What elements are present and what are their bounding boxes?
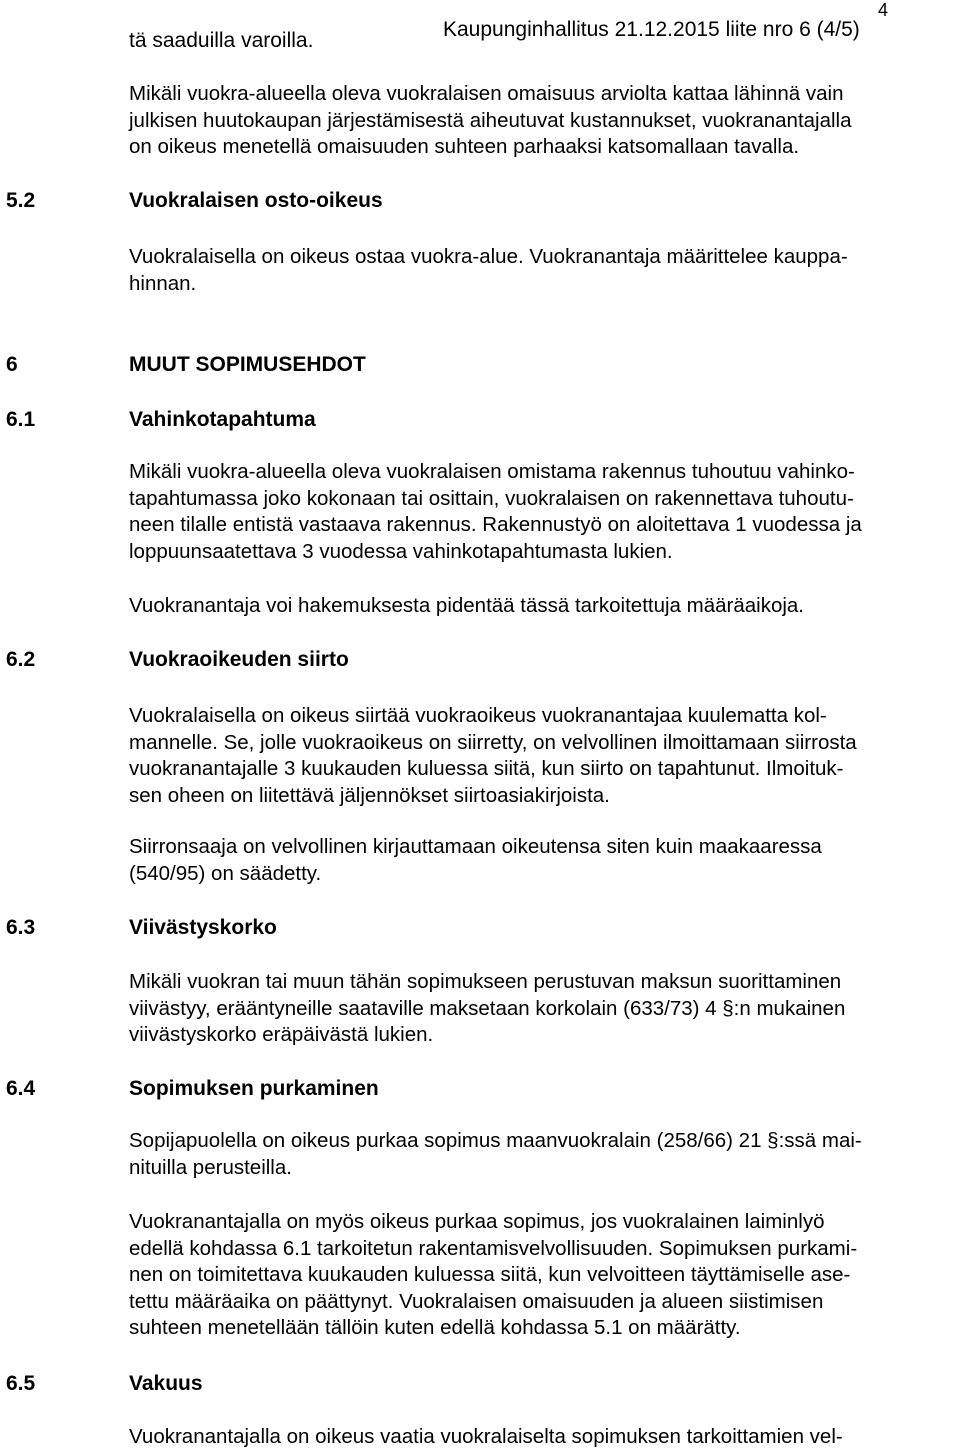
paragraph-line: viivästyy, erääntyneille saataville maksetaan korkolain (633/73) 4 §:n mukainen	[129, 996, 846, 1020]
section-title-6-3: Viivästyskorko	[129, 916, 277, 939]
section-6-3-paragraph	[129, 969, 959, 1049]
section-title-6-4: Sopimuksen purkaminen	[129, 1077, 379, 1100]
section-number-6-2: 6.2	[6, 648, 36, 671]
paragraph-line: Siirronsaaja on velvollinen kirjauttamaan oikeutensa siten kuin maakaaressa	[129, 835, 822, 858]
section-number-6-3: 6.3	[6, 916, 36, 939]
intro-paragraph	[129, 81, 959, 161]
paragraph-line: nen on toimitettava kuukauden kuluessa siitä, kun velvoitteen täyttämiselle ase-	[129, 1263, 851, 1286]
paragraph-line: Sopijapuolella on oikeus purkaa sopimus maanvuokralain (258/66) 21 §:ssä mai-	[129, 1129, 862, 1152]
section-6-2-paragraph-2	[129, 834, 959, 887]
section-6-4-paragraph-1	[129, 1128, 959, 1181]
paragraph-line: Vuokralaisella on oikeus ostaa vuokra-alue. Vuokranantaja määrittelee kauppa-	[129, 245, 848, 268]
paragraph-line: neen tilalle entistä vastaava rakennus. Rakennustyö on aloitettava 1 vuodessa ja	[129, 513, 862, 536]
section-number-6-4: 6.4	[6, 1077, 36, 1100]
paragraph-line: loppuunsaatettava 3 vuodessa vahinkotapahtumasta lukien.	[129, 539, 673, 563]
section-title-6-1: Vahinkotapahtuma	[129, 408, 316, 431]
section-6-4-paragraph-2	[129, 1209, 959, 1342]
paragraph-line: Vuokranantajalla on oikeus vaatia vuokralaiselta sopimuksen tarkoittamien vel-	[129, 1425, 843, 1448]
paragraph-line: mannelle. Se, jolle vuokraoikeus on siirretty, on velvollinen ilmoittamaan siirrosta	[129, 730, 857, 754]
page-number: 4	[878, 0, 889, 20]
paragraph-line: tettu määräaika on päättynyt. Vuokralaisen omaisuuden ja alueen siistimisen	[129, 1289, 824, 1313]
paragraph-line: suhteen menetellään tällöin kuten edellä kohdassa 5.1 on määrätty.	[129, 1316, 741, 1339]
paragraph-line: hinnan.	[129, 271, 197, 295]
section-title-6-5: Vakuus	[129, 1372, 203, 1395]
section-title-6-2: Vuokraoikeuden siirto	[129, 648, 349, 671]
paragraph-line: (540/95) on säädetty.	[129, 861, 322, 885]
paragraph-line: Mikäli vuokra-alueella oleva vuokralaisen omaisuus arviolta kattaa lähinnä vain	[129, 82, 844, 105]
paragraph-line: julkisen huutokaupan järjestämisestä aiheutuvat kustannukset, vuokranantajalla	[129, 108, 852, 132]
section-6-1-paragraph-2	[129, 593, 959, 620]
paragraph-line: on oikeus menetellä omaisuuden suhteen parhaaksi katsomallaan tavalla.	[129, 135, 800, 158]
paragraph-line: nituilla perusteilla.	[129, 1155, 292, 1179]
section-title-6: MUUT SOPIMUSEHDOT	[129, 353, 366, 376]
section-6-5-paragraph	[129, 1424, 959, 1451]
header-continuation-text: tä saaduilla varoilla.	[129, 29, 314, 52]
paragraph-line: Mikäli vuokran tai muun tähän sopimukseen perustuvan maksun suorittaminen	[129, 970, 842, 993]
paragraph-line: Mikäli vuokra-alueella oleva vuokralaisen omistama rakennus tuhoutuu vahinko-	[129, 460, 855, 483]
header-reference: Kaupunginhallitus 21.12.2015 liite nro 6 (4/5)	[443, 18, 860, 41]
paragraph-line: Vuokralaisella on oikeus siirtää vuokraoikeus vuokranantajaa kuulematta kol-	[129, 704, 827, 727]
section-number-6: 6	[6, 353, 18, 376]
paragraph-line: viivästyskorko eräpäivästä lukien.	[129, 1023, 434, 1046]
paragraph-line: sen oheen on liitettävä jäljennökset siirtoasiakirjoista.	[129, 783, 610, 807]
section-6-1-paragraph-1	[129, 459, 959, 565]
section-6-2-paragraph-1	[129, 703, 959, 809]
paragraph-line: Vuokranantajalla on myös oikeus purkaa sopimus, jos vuokralainen laiminlyö	[129, 1210, 825, 1233]
paragraph-line: edellä kohdassa 6.1 tarkoitetun rakentamisvelvollisuuden. Sopimuksen purkami-	[129, 1236, 858, 1260]
section-number-5-2: 5.2	[6, 189, 36, 212]
section-number-6-1: 6.1	[6, 408, 36, 431]
paragraph-line: Vuokranantaja voi hakemuksesta pidentää tässä tarkoitettuja määräaikoja.	[129, 594, 804, 617]
paragraph-line: tapahtumassa joko kokonaan tai osittain, vuokralaisen on rakennettava tuhoutu-	[129, 486, 854, 510]
section-5-2-paragraph	[129, 244, 959, 297]
section-title-5-2: Vuokralaisen osto-oikeus	[129, 189, 383, 212]
section-number-6-5: 6.5	[6, 1372, 36, 1395]
paragraph-line: vuokranantajalle 3 kuukauden kuluessa siitä, kun siirto on tapahtunut. Ilmoituk-	[129, 757, 844, 780]
